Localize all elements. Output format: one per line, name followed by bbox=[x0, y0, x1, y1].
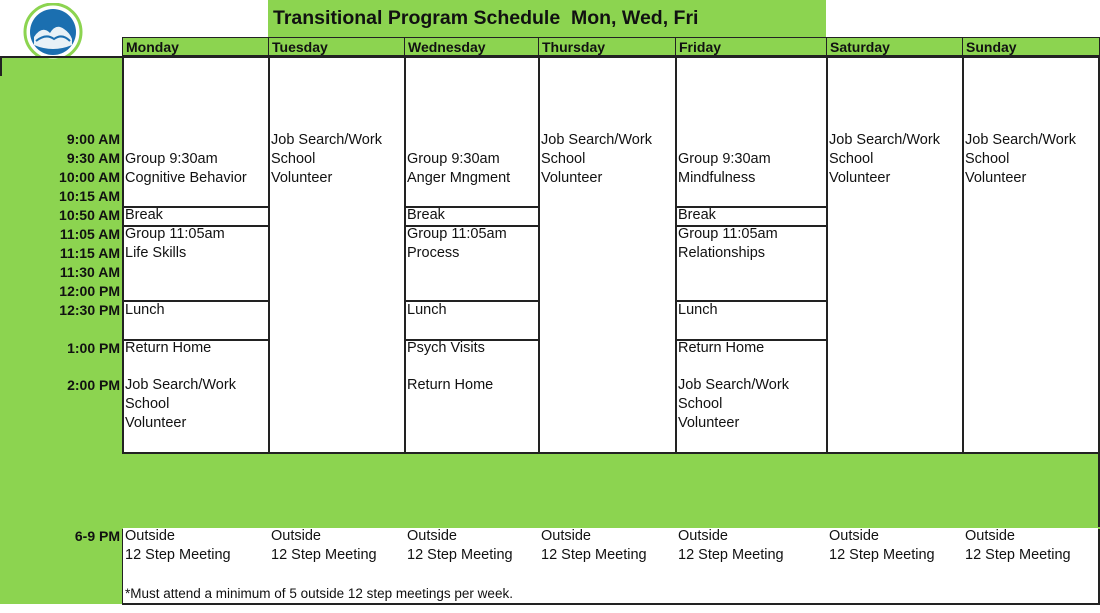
grid-line-day-bottom bbox=[122, 452, 1100, 454]
evening-label: Outside bbox=[271, 528, 321, 544]
time-label: 12:30 PM bbox=[59, 302, 120, 318]
activity: School bbox=[829, 151, 874, 167]
time-label: 9:00 AM bbox=[66, 131, 120, 147]
time-label: 11:05 AM bbox=[59, 226, 120, 242]
wednesday-group1 bbox=[405, 150, 510, 188]
saturday-activities bbox=[827, 131, 940, 188]
friday-lunch: Lunch bbox=[678, 302, 718, 318]
activity: School bbox=[125, 396, 170, 412]
time-label: 1:00 PM bbox=[67, 340, 120, 356]
session-time: Group 9:30am bbox=[407, 151, 500, 167]
time-label: 9:30 AM bbox=[66, 150, 120, 166]
evening-label: 12 Step Meeting bbox=[829, 547, 935, 563]
monday-group2 bbox=[123, 225, 225, 263]
day-header-sunday: Sunday bbox=[962, 37, 1100, 56]
activity: School bbox=[541, 151, 586, 167]
activity: Job Search/Work bbox=[271, 132, 382, 148]
session-time: Group 11:05am bbox=[407, 226, 507, 242]
monday-lunch: Lunch bbox=[125, 302, 165, 318]
day-header-tuesday: Tuesday bbox=[268, 37, 404, 56]
session-topic: Relationships bbox=[678, 245, 766, 261]
evening-label: 12 Step Meeting bbox=[407, 547, 513, 563]
sunday-activities bbox=[963, 131, 1076, 188]
wednesday-lunch: Lunch bbox=[407, 302, 447, 318]
logo bbox=[20, 3, 86, 61]
tuesday-activities bbox=[269, 131, 382, 188]
time-label: 12:00 PM bbox=[59, 283, 120, 299]
evening-label: Outside bbox=[829, 528, 879, 544]
friday-afternoon2 bbox=[676, 376, 789, 433]
wednesday-break: Break bbox=[407, 207, 445, 223]
activity: School bbox=[271, 151, 316, 167]
evening-tuesday bbox=[269, 527, 377, 565]
day-header-monday: Monday bbox=[122, 37, 268, 56]
footnote: *Must attend a minimum of 5 outside 12 step meetings per week. bbox=[125, 586, 513, 601]
thursday-activities bbox=[539, 131, 652, 188]
session-time: Group 9:30am bbox=[678, 151, 771, 167]
activity: Job Search/Work bbox=[678, 377, 789, 393]
activity: Job Search/Work bbox=[829, 132, 940, 148]
monday-group1 bbox=[123, 150, 247, 188]
time-label: 11:30 AM bbox=[59, 264, 120, 280]
activity: Volunteer bbox=[678, 415, 740, 431]
evening-label: Outside bbox=[965, 528, 1015, 544]
grid-line bbox=[268, 56, 270, 454]
time-label: 10:00 AM bbox=[59, 169, 120, 185]
session-topic: Cognitive Behavior bbox=[125, 170, 247, 186]
friday-group2 bbox=[676, 225, 778, 263]
evening-label: Outside bbox=[541, 528, 591, 544]
evening-label: 12 Step Meeting bbox=[271, 547, 377, 563]
evening-label: Outside bbox=[678, 528, 728, 544]
grid-line bbox=[962, 56, 964, 454]
evening-label: 12 Step Meeting bbox=[541, 547, 647, 563]
day-header-saturday: Saturday bbox=[826, 37, 962, 56]
wednesday-afternoon1: Psych Visits bbox=[407, 340, 485, 356]
friday-group1 bbox=[676, 150, 771, 188]
evening-saturday bbox=[827, 527, 935, 565]
session-topic: Life Skills bbox=[125, 245, 187, 261]
evening-label: 12 Step Meeting bbox=[678, 547, 784, 563]
time-label: 10:15 AM bbox=[59, 188, 120, 204]
activity: Volunteer bbox=[541, 170, 603, 186]
activity: School bbox=[678, 396, 723, 412]
activity: Job Search/Work bbox=[541, 132, 652, 148]
evening-monday bbox=[123, 527, 231, 565]
activity: School bbox=[965, 151, 1010, 167]
session-topic: Anger Mngment bbox=[407, 170, 511, 186]
friday-break: Break bbox=[678, 207, 716, 223]
monday-afternoon1: Return Home bbox=[125, 340, 212, 356]
wednesday-group2 bbox=[405, 225, 507, 263]
page-title: Transitional Program Schedule Mon, Wed, Fri bbox=[273, 7, 699, 29]
grid-line-bottom bbox=[122, 603, 1100, 605]
time-label: 10:50 AM bbox=[59, 207, 120, 223]
friday-afternoon1: Return Home bbox=[678, 340, 765, 356]
evening-friday bbox=[676, 527, 784, 565]
session-topic: Mindfulness bbox=[678, 170, 756, 186]
session-time: Group 9:30am bbox=[125, 151, 218, 167]
grid-line bbox=[538, 56, 540, 454]
activity: Volunteer bbox=[271, 170, 333, 186]
activity: Job Search/Work bbox=[125, 377, 236, 393]
time-label: 2:00 PM bbox=[67, 377, 120, 393]
day-header-wednesday: Wednesday bbox=[404, 37, 538, 56]
activity: Job Search/Work bbox=[965, 132, 1076, 148]
day-header-thursday: Thursday bbox=[538, 37, 675, 56]
monday-break: Break bbox=[125, 207, 163, 223]
evening-label: Outside bbox=[407, 528, 457, 544]
monday-afternoon2 bbox=[123, 376, 236, 433]
evening-label: 12 Step Meeting bbox=[125, 547, 231, 563]
session-time: Group 11:05am bbox=[678, 226, 778, 242]
evening-label: Outside bbox=[125, 528, 175, 544]
grid-line bbox=[826, 56, 828, 454]
grid-line-right bbox=[1098, 56, 1100, 604]
time-label: 11:15 AM bbox=[59, 245, 120, 261]
time-label: 6-9 PM bbox=[74, 528, 120, 544]
session-topic: Process bbox=[407, 245, 460, 261]
wednesday-afternoon2: Return Home bbox=[407, 377, 494, 393]
grid-line-left bbox=[0, 56, 2, 76]
activity: Volunteer bbox=[125, 415, 187, 431]
grid-line-top bbox=[0, 56, 1100, 58]
evening-wednesday bbox=[405, 527, 513, 565]
evening-sunday bbox=[963, 527, 1071, 565]
activity: Volunteer bbox=[965, 170, 1027, 186]
evening-label: 12 Step Meeting bbox=[965, 547, 1071, 563]
evening-thursday bbox=[539, 527, 647, 565]
activity: Volunteer bbox=[829, 170, 891, 186]
day-header-friday: Friday bbox=[675, 37, 826, 56]
session-time: Group 11:05am bbox=[125, 226, 225, 242]
evening-band-gap bbox=[122, 453, 1100, 527]
